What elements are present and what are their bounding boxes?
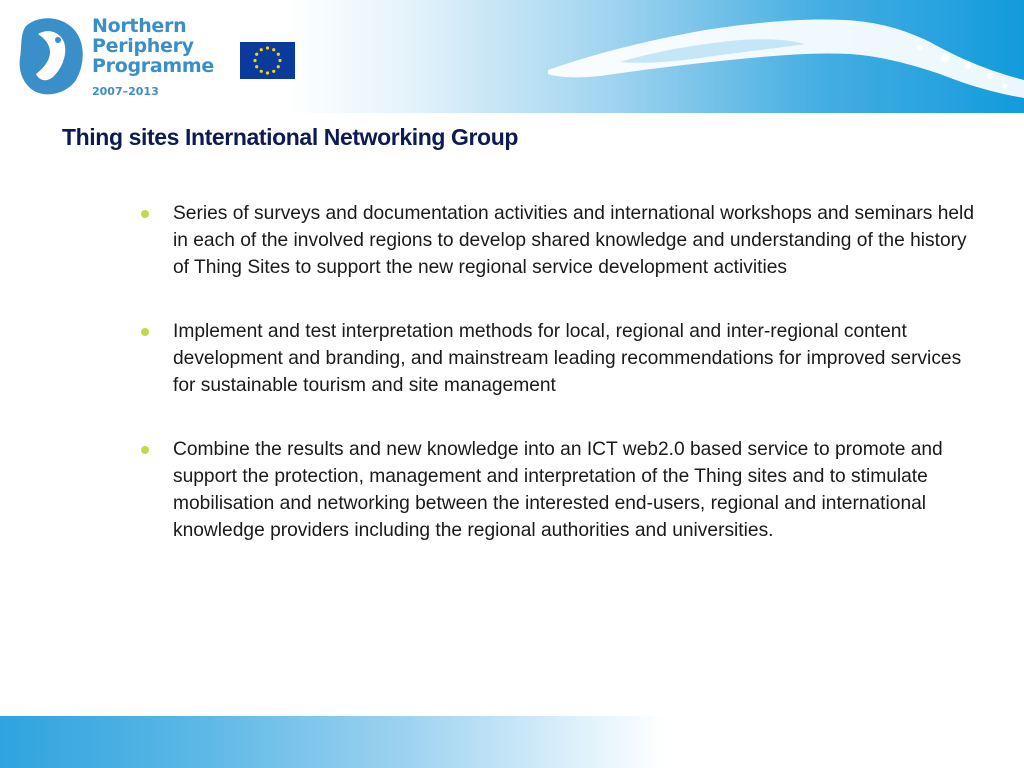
- northern-periphery-logo: [16, 12, 216, 104]
- logo-text-line1: Northern: [92, 15, 187, 37]
- bullet-list: [140, 200, 980, 544]
- bullet-item: [140, 436, 980, 544]
- logo-text-line3: Programme: [92, 55, 214, 77]
- bird-logo-icon: [16, 14, 88, 98]
- eu-flag-icon: [240, 42, 295, 79]
- bullet-text: Implement and test interpretation methods for local, regional and inter-regional content development and branding, and mainstream leading recommendations for improved services for sustainable tourism and site management: [173, 321, 962, 396]
- bullet-item: [140, 318, 980, 399]
- bullet-dot-icon: [141, 328, 149, 336]
- logo-text-line2: Periphery: [92, 35, 194, 57]
- slide-title: Thing sites International Networking Group: [62, 124, 519, 150]
- bullet-text: Series of surveys and documentation activities and international workshops and seminars held in each of the involved regions to develop shared knowledge and understanding of the history of Thing Sites to support the new regional service development activities: [173, 203, 974, 278]
- header-banner: [0, 0, 1024, 113]
- bullet-item: [140, 200, 980, 281]
- bullet-dot-icon: [141, 210, 149, 218]
- bullet-text: Combine the results and new knowledge into an ICT web2.0 based service to promote and support the protection, management and interpretation of the Thing sites and to stimulate mobilisation and networking between the interested end-users, regional and international knowledge providers including the regional authorities and universities.: [173, 439, 943, 541]
- bullet-dot-icon: [141, 446, 149, 454]
- logo-years: 2007–2013: [92, 85, 159, 98]
- footer-band: [0, 716, 1024, 768]
